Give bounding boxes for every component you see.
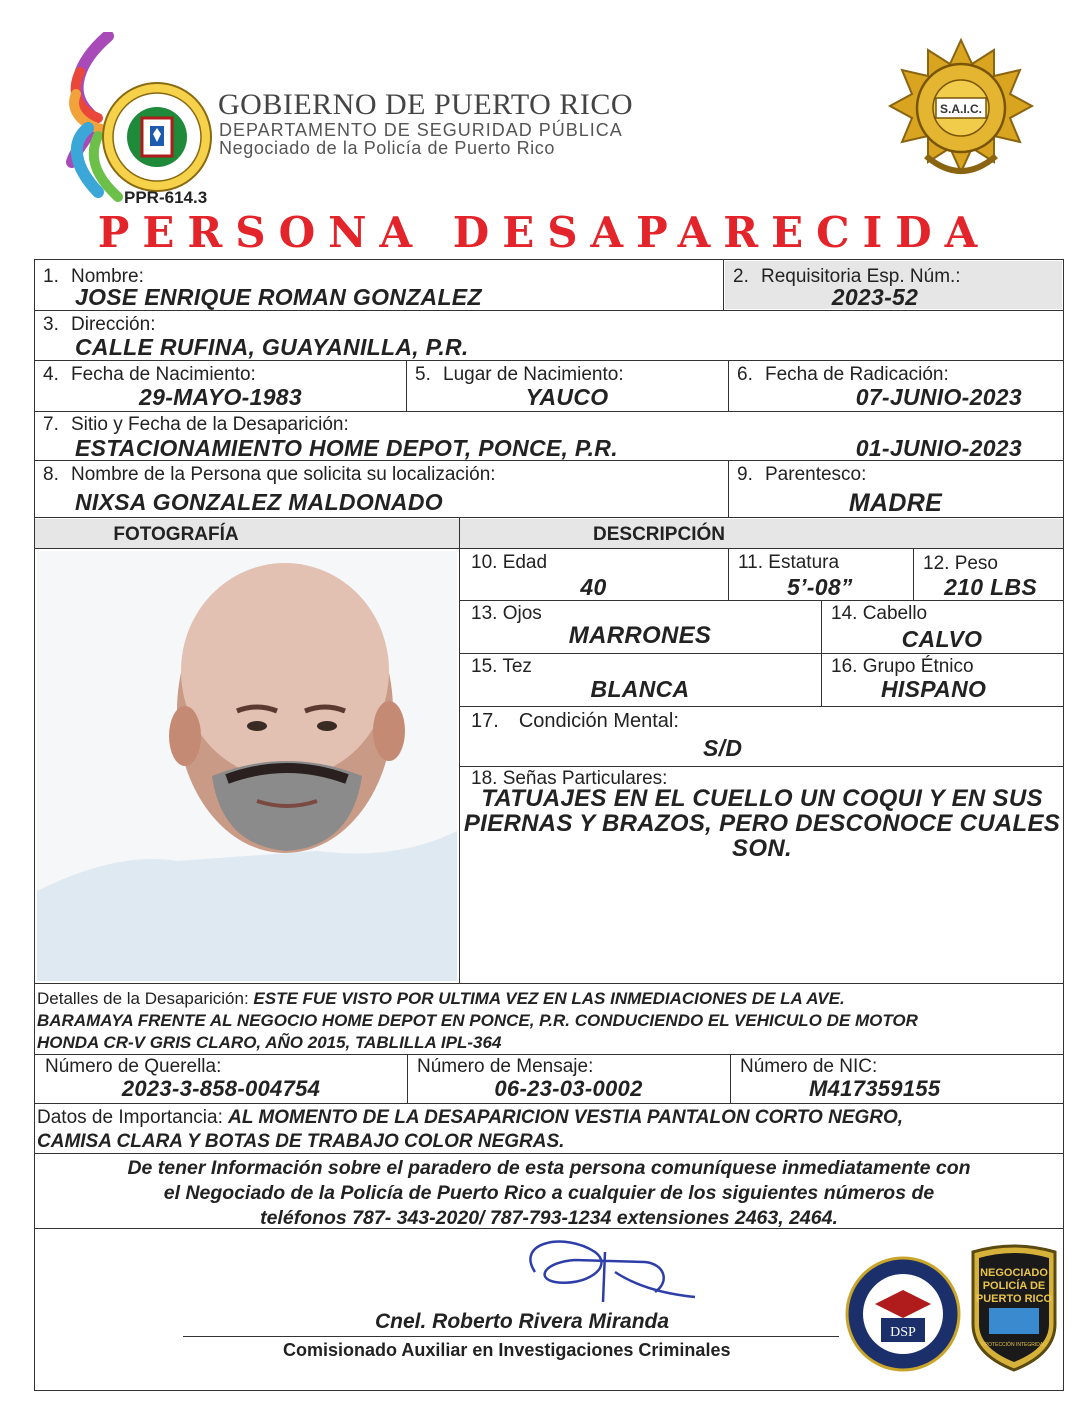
height-value: 5’-08” [787, 574, 853, 600]
importance-text-1: AL MOMENTO DE LA DESAPARICION VESTIA PANTALON CORTO NEGRO, [228, 1107, 904, 1128]
importance-details [37, 1106, 1061, 1154]
npr-line-1: NEGOCIADO [980, 1267, 1048, 1279]
requester-value: NIXSA GONZALEZ MALDONADO [75, 489, 443, 515]
disappearance-date-value: 01-JUNIO-2023 [855, 435, 1022, 461]
mental-condition-number: 17. [471, 710, 499, 732]
field-number: 9. [737, 464, 753, 485]
weight-label: 12. Peso [923, 553, 998, 574]
contact-line-1: De tener Información sobre el paradero de esta persona comuníquese inmediatamente con [127, 1157, 971, 1179]
field-number: 8. [43, 464, 59, 485]
dsp-seal-icon [845, 1256, 961, 1372]
field-number: 5. [415, 364, 431, 385]
missing-person-photo [37, 551, 457, 981]
distinguishing-marks-label: 18. Señas Particulares: [471, 768, 668, 789]
form-code: PPR-614.3 [124, 188, 208, 207]
weight-value: 210 LBS [944, 574, 1037, 600]
name-value: JOSE ENRIQUE ROMAN GONZALEZ [75, 284, 482, 310]
bureau-name: Negociado de la Policía de Puerto Rico [219, 138, 555, 158]
signatory-title: Comisionado Auxiliar en Investigaciones Criminales [283, 1340, 731, 1360]
importance-text-2: CAMISA CLARA Y BOTAS DE TRABAJO COLOR NEGRAS. [37, 1131, 565, 1152]
ethnic-group-label: 16. Grupo Étnico [831, 656, 974, 677]
requester-label: Nombre de la Persona que solicita su localización: [71, 464, 496, 485]
npr-motto: PROTECCIÓN INTEGRIDAD [981, 1342, 1047, 1348]
address-value: CALLE RUFINA, GUAYANILLA, P.R. [75, 334, 469, 360]
contact-line-2: el Negociado de la Policía de Puerto Rico a cualquier de los siguientes números de [163, 1182, 935, 1204]
photo-section-title: FOTOGRAFÍA [113, 524, 239, 545]
field-number: 3. [43, 314, 59, 335]
police-bureau-badge-icon [967, 1244, 1061, 1374]
eyes-value: MARRONES [568, 622, 712, 649]
details-text-1: ESTE FUE VISTO POR ULTIMA VEZ EN LAS INMEDIACIONES DE LA AVE. [253, 989, 845, 1008]
complaint-number-label: Número de Querella: [45, 1056, 222, 1077]
hair-value: CALVO [901, 626, 983, 652]
person-photo-illustration [37, 551, 457, 981]
saic-center-text: S.A.I.C. [939, 102, 983, 116]
filing-date-label: Fecha de Radicación: [765, 364, 949, 385]
height-label: 11. Estatura [738, 552, 840, 573]
mental-condition-label: Condición Mental: [518, 710, 679, 732]
skin-label: 15. Tez [471, 656, 532, 677]
disappearance-label: Sitio y Fecha de la Desaparición: [71, 414, 349, 435]
ethnic-group-value: HISPANO [881, 676, 987, 702]
government-title: GOBIERNO DE PUERTO RICO [218, 88, 633, 121]
contact-instructions [35, 1156, 1063, 1231]
complaint-number-value: 2023-3-858-004754 [121, 1076, 321, 1101]
saic-police-badge-icon [886, 36, 1036, 202]
birth-date-value: 29-MAYO-1983 [139, 384, 302, 410]
disappearance-place-value: ESTACIONAMIENTO HOME DEPOT, PONCE, P.R. [75, 435, 618, 461]
age-value: 40 [580, 574, 607, 600]
birth-date-label: Fecha de Nacimiento: [71, 364, 256, 385]
disappearance-details [37, 988, 1061, 1054]
field-number: 1. [43, 266, 59, 287]
signatory-name: Cnel. Roberto Rivera Miranda [375, 1310, 670, 1333]
relationship-value: MADRE [848, 489, 943, 517]
message-number-label: Número de Mensaje: [417, 1056, 594, 1077]
details-text-2: BARAMAYA FRENTE AL NEGOCIO HOME DEPOT EN PONCE, P.R. CONDUCIENDO EL VEHICULO DE MOTOR [37, 1011, 918, 1030]
nic-number-label: Número de NIC: [740, 1056, 878, 1077]
birth-place-label: Lugar de Nacimiento: [443, 364, 624, 385]
eyes-label: 13. Ojos [471, 603, 542, 624]
message-number-value: 06-23-03-0002 [494, 1076, 643, 1101]
address-label: Dirección: [71, 314, 156, 335]
age-label: 10. Edad [471, 552, 548, 573]
relationship-label: Parentesco: [765, 464, 867, 485]
distinguishing-marks-value: TATUAJES EN EL CUELLO UN COQUI Y EN SUS PIERNAS Y BRAZOS, PERO DESCONOCE CUALES SON. [463, 785, 1061, 862]
field-number: 6. [737, 364, 753, 385]
npr-line-3: PUERTO RICO [975, 1293, 1053, 1305]
missing-person-form [34, 259, 1064, 1391]
requisition-label: Requisitoria Esp. Núm.: [761, 266, 961, 287]
field-number: 2. [733, 266, 749, 287]
department-name: DEPARTAMENTO DE SEGURIDAD PÚBLICA [219, 120, 623, 140]
main-title: PERSONA DESAPARECIDA [97, 208, 991, 257]
skin-value: BLANCA [590, 676, 690, 702]
field-number: 7. [43, 414, 59, 435]
mental-condition-value: S/D [703, 735, 743, 761]
requisition-value: 2023-52 [831, 284, 919, 310]
details-label: Detalles de la Desaparición: [37, 989, 249, 1008]
description-section-title: DESCRIPCIÓN [593, 524, 725, 545]
npr-line-2: POLICÍA DE [982, 1280, 1046, 1292]
handwritten-signature [495, 1232, 705, 1312]
details-text-3: HONDA CR-V GRIS CLARO, AÑO 2015, TABLILLA IPL-364 [37, 1033, 502, 1052]
dsp-center-text: DSP [890, 1325, 916, 1340]
contact-line-3: teléfonos 787- 343-2020/ 787-793-1234 extensiones 2463, 2464. [260, 1207, 838, 1229]
name-label: Nombre: [71, 266, 144, 287]
field-number: 4. [43, 364, 59, 385]
government-seal-icon [100, 80, 214, 194]
filing-date-value: 07-JUNIO-2023 [855, 384, 1022, 410]
birth-place-value: YAUCO [525, 384, 609, 410]
hair-label: 14. Cabello [831, 603, 928, 624]
nic-number-value: M417359155 [809, 1076, 941, 1101]
importance-label: Datos de Importancia: [37, 1107, 223, 1128]
